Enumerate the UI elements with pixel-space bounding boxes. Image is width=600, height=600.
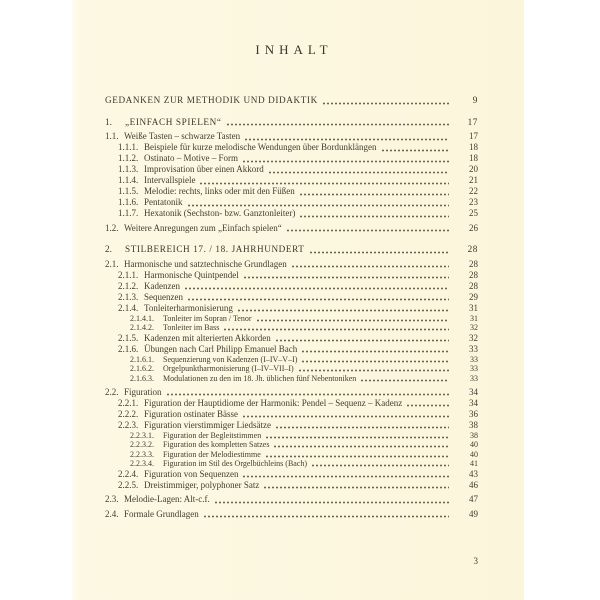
toc-entry-label: Figuration (124, 386, 162, 397)
toc-entry-number: 2.1.3. (118, 291, 139, 302)
toc-entry-number: 2.4. (105, 508, 119, 519)
toc-entry-label: Ostinato – Motive – Form (144, 153, 238, 163)
toc-entry-number: 1.1.1. (118, 142, 139, 152)
toc-entry-label: Figuration ostinater Bässe (144, 408, 238, 419)
dot-leader (382, 149, 449, 152)
toc-entry-page: 18 (469, 153, 478, 163)
toc-entry-label: Formale Grundlagen (124, 508, 199, 519)
toc-entry-number: 2.1.6.2. (130, 364, 154, 373)
toc-entry (105, 96, 478, 106)
dot-leader (243, 475, 449, 478)
toc-entry (105, 118, 478, 128)
toc-entry-page: 43 (469, 468, 478, 479)
toc-entry-page: 17 (467, 116, 478, 127)
toc-entry-page: 33 (470, 354, 478, 364)
toc-entry (105, 355, 478, 364)
toc-entry-label: Figuration im Stil des Orgelbüchleins (Bach) (163, 459, 308, 468)
toc-entry-label: Sequenzen (144, 291, 183, 302)
toc-entry-page: 40 (470, 440, 478, 449)
toc-entry (105, 421, 478, 431)
dot-leader (292, 265, 449, 268)
toc-entry-label: Figuration von Sequenzen (144, 468, 239, 479)
toc-entry-label: Figuration der Begleitstimmen (163, 430, 262, 440)
toc-entry-label: Tonleiter im Sopran / Tenor (163, 313, 252, 323)
toc-entry-number: 2.2.3. (118, 419, 139, 430)
dot-leader (361, 379, 449, 382)
dot-leader (204, 515, 449, 518)
page-title: INHALT (255, 42, 333, 57)
dot-leader (312, 464, 449, 467)
dot-leader (299, 369, 449, 372)
toc-entry-label: GEDANKEN ZUR METHODIK UND DIDAKTIK (105, 95, 318, 105)
toc-entry (105, 481, 478, 491)
toc-entry-page: 21 (469, 175, 478, 185)
dot-leader (188, 204, 450, 207)
toc-entry-page: 34 (469, 386, 478, 397)
toc-entry-label: Dreistimmiger, polyphoner Satz (144, 479, 260, 490)
toc-entry-label: Melodie: rechts, links oder mit den Füßen (144, 186, 295, 196)
toc-entry (105, 209, 478, 219)
dot-leader (276, 339, 449, 342)
toc-entry (105, 410, 478, 420)
dot-leader (227, 123, 449, 126)
toc-entry-page: 41 (470, 459, 478, 468)
toc-entry-page: 20 (469, 164, 478, 174)
toc-entry-page: 17 (469, 131, 478, 141)
dot-leader (274, 445, 449, 448)
dot-leader (287, 229, 449, 232)
toc-entry-label: Beispiele für kurze melodische Wendungen über Bordunklängen (144, 142, 377, 152)
toc-entry-page: 28 (469, 280, 478, 291)
toc-entry-page: 32 (470, 323, 478, 332)
toc-entry (105, 323, 478, 332)
dot-leader (266, 436, 449, 439)
toc-entry-label: STILBEREICH 17. / 18. JAHRHUNDERT (125, 244, 305, 254)
dot-leader (302, 360, 449, 363)
toc-entry (105, 176, 478, 186)
toc-entry-label: Pentatonik (144, 197, 183, 207)
toc-entry-label: Weiße Tasten – schwarze Tasten (124, 131, 241, 141)
dot-leader (264, 486, 449, 489)
toc-entry-number: 1.1.7. (118, 208, 139, 218)
toc-entry (105, 399, 478, 409)
toc-entry-number: 1.2. (105, 222, 119, 233)
toc-entry (105, 271, 478, 281)
footer-page-number: 3 (473, 556, 478, 566)
toc-entry-page: 33 (470, 373, 478, 383)
dot-leader (243, 160, 449, 163)
toc-entry-page: 9 (472, 95, 478, 105)
dot-leader (276, 426, 449, 429)
book-page (72, 0, 524, 600)
dot-leader (300, 193, 449, 196)
toc-entry-page: 36 (469, 408, 478, 419)
toc-entry-number: 2.2.3.3. (130, 449, 154, 459)
toc-entry-number: 2. (105, 244, 112, 254)
toc-entry-number: 2.2. (105, 386, 119, 397)
toc-entry-page: 18 (469, 142, 478, 152)
dot-leader (167, 393, 450, 396)
toc-entry (105, 198, 478, 208)
toc-entry-number: 2.2.5. (118, 479, 139, 490)
dot-leader (266, 455, 449, 458)
toc-entry-label: Figuration vierstimmiger Liedsätze (144, 419, 271, 430)
toc-entry-number: 2.1.6. (118, 343, 139, 354)
toc-entry-page: 49 (469, 508, 478, 519)
toc-list (105, 96, 478, 519)
toc-entry-label: Tonleiter im Bass (163, 323, 220, 332)
toc-entry (105, 224, 478, 234)
dot-leader (185, 287, 449, 290)
toc-entry-number: 2.1. (105, 258, 119, 269)
toc-entry-number: 2.1.2. (118, 280, 139, 291)
toc-entry-label: Modulationen zu den im 18. Jh. üblichen fünf Nebentoniken (163, 373, 357, 383)
toc-entry-page: 40 (470, 449, 478, 459)
toc-entry (105, 165, 478, 175)
toc-entry-number: 2.2.3.4. (130, 459, 154, 468)
toc-entry-label: Orgelpunktharmonisierung (I–IV–VII–I) (163, 364, 294, 373)
dot-leader (243, 415, 449, 418)
toc-entry (105, 345, 478, 355)
toc-entry-page: 29 (469, 291, 478, 302)
toc-entry-page: 25 (469, 208, 478, 218)
dot-leader (310, 251, 449, 254)
toc-entry-label: Kadenzen (144, 280, 180, 291)
toc-entry-label: Übungen nach Carl Philipp Emanuel Bach (144, 343, 298, 354)
toc-entry-label: Figuration der Hauptidiome der Harmonik: Pendel – Sequenz – Kadenz (144, 397, 403, 408)
toc-entry-number: 2.2.2. (118, 408, 139, 419)
toc-entry-label: „EINFACH SPIELEN“ (125, 116, 222, 127)
toc-entry (105, 334, 478, 344)
toc-entry-number: 2.1.4.1. (130, 313, 154, 323)
toc-entry (105, 470, 478, 480)
toc-entry-page: 31 (469, 302, 478, 313)
toc-entry-number: 2.2.3.1. (130, 430, 154, 440)
toc-entry-label: Figuration des kompletten Satzes (163, 440, 270, 449)
toc-entry-label: Sequenzierung von Kadenzen (I–IV–V–I) (163, 354, 298, 364)
toc-entry-page: 33 (469, 343, 478, 354)
toc-entry-label: Kadenzen mit alterierten Akkorden (144, 332, 271, 343)
toc-entry (105, 260, 478, 270)
toc-entry-page: 46 (469, 479, 478, 490)
dot-leader (245, 138, 449, 141)
toc-entry-page: 26 (469, 222, 478, 233)
toc-entry-page: 31 (470, 313, 478, 323)
dot-leader (269, 171, 449, 174)
toc-entry (105, 187, 478, 197)
toc-entry-number: 1.1.2. (118, 153, 139, 163)
toc-entry (105, 510, 478, 520)
dot-leader (323, 102, 449, 105)
toc-entry-label: Harmonische Quintpendel (144, 269, 239, 280)
toc-entry (105, 245, 478, 255)
toc-entry-number: 1.1.5. (118, 186, 139, 196)
toc-entry-page: 28 (467, 244, 478, 254)
toc-entry (105, 143, 478, 153)
toc-entry (105, 282, 478, 292)
toc-entry (105, 364, 478, 373)
toc-entry-page: 47 (469, 494, 478, 504)
toc-entry-number: 1. (105, 116, 112, 127)
toc-entry-number: 2.2.3.2. (130, 440, 154, 449)
toc-entry-page: 22 (469, 186, 478, 196)
toc-entry-label: Tonleiterharmonisierung (144, 302, 233, 313)
toc-entry (105, 388, 478, 398)
toc-entry-page: 38 (470, 430, 478, 440)
toc-entry-label: Melodie-Lagen: Alt-c.f. (124, 494, 210, 504)
toc-entry-page: 23 (469, 197, 478, 207)
toc-entry-number: 2.2.4. (118, 468, 139, 479)
dot-leader (224, 328, 449, 331)
toc-entry-number: 2.1.1. (118, 269, 139, 280)
toc-entry-label: Weitere Anregungen zum „Einfach spielen“ (124, 222, 282, 233)
toc-entry (105, 314, 478, 323)
toc-entry-label: Intervallspiele (144, 175, 196, 185)
toc-entry-page: 32 (469, 332, 478, 343)
dot-leader (238, 309, 449, 312)
toc-entry-page: 34 (469, 397, 478, 408)
dot-leader (300, 215, 449, 218)
toc-entry-number: 2.3. (105, 494, 119, 504)
toc-entry-page: 28 (469, 269, 478, 280)
toc-entry (105, 293, 478, 303)
toc-entry-number: 2.1.4.2. (130, 323, 154, 332)
dot-leader (407, 404, 449, 407)
toc-entry (105, 450, 478, 459)
dot-leader (302, 350, 449, 353)
toc-entry-label: Harmonische und satztechnische Grundlagen (124, 258, 287, 269)
toc-entry-number: 2.1.5. (118, 332, 139, 343)
toc-entry-number: 2.2.1. (118, 397, 139, 408)
toc-entry-number: 1.1.6. (118, 197, 139, 207)
dot-leader (200, 182, 449, 185)
dot-leader (215, 501, 449, 504)
toc-entry-number: 1.1. (105, 131, 119, 141)
toc-entry-page: 28 (469, 258, 478, 269)
toc-entry (105, 459, 478, 468)
dot-leader (244, 276, 449, 279)
toc-entry-number: 2.1.6.3. (130, 373, 154, 383)
toc-entry-number: 1.1.4. (118, 175, 139, 185)
toc-entry (105, 304, 478, 314)
dot-leader (257, 319, 450, 322)
dot-leader (188, 298, 449, 301)
toc-entry-label: Improvisation über einen Akkord (144, 164, 264, 174)
toc-entry (105, 132, 478, 142)
toc-entry-number: 2.1.6.1. (130, 354, 154, 364)
toc-entry-number: 1.1.3. (118, 164, 139, 174)
toc-entry (105, 431, 478, 440)
toc-entry-page: 38 (469, 419, 478, 430)
toc-entry (105, 154, 478, 164)
toc-entry-page: 33 (470, 364, 478, 373)
toc-entry-label: Hexatonik (Sechston- bzw. Ganztonleiter) (144, 208, 296, 218)
toc-entry-label: Figuration der Melodiestimme (163, 449, 261, 459)
toc-entry-number: 2.1.4. (118, 302, 139, 313)
toc-entry (105, 374, 478, 383)
toc-entry (105, 495, 478, 505)
toc-entry (105, 440, 478, 449)
